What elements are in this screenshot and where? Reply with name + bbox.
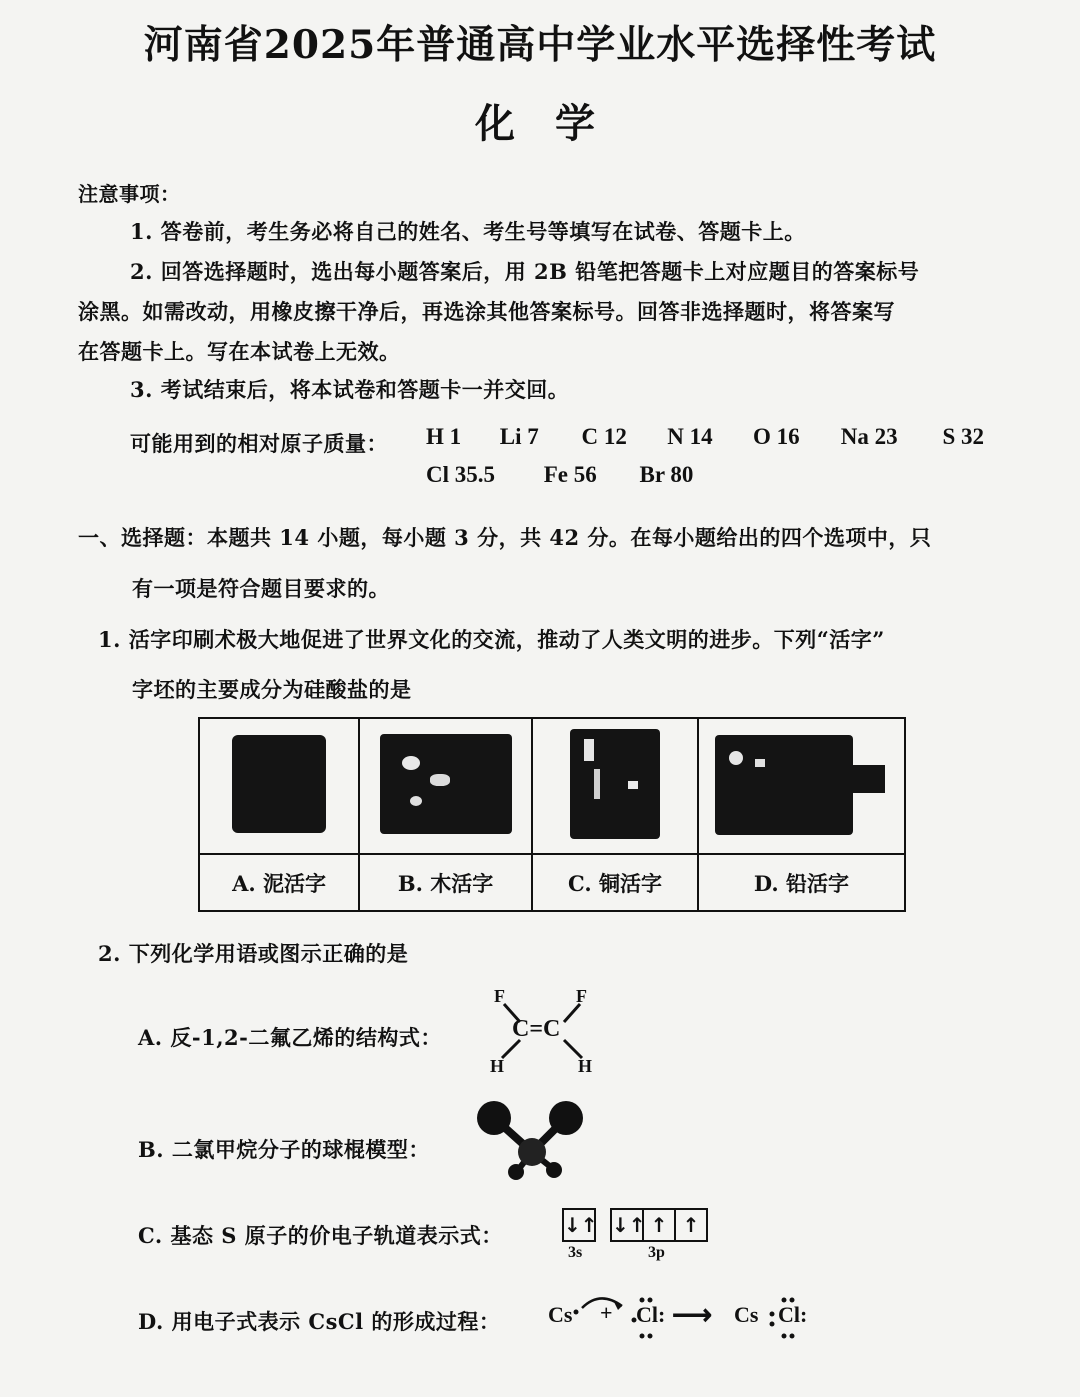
cs-ion-right: Cs — [734, 1302, 759, 1327]
subject-title: 化学 — [475, 100, 635, 147]
orbital-3p-box — [610, 1208, 708, 1242]
option-c-image — [532, 718, 698, 854]
question-2-stem: 2. 下列化学用语或图示正确的是 — [98, 941, 409, 966]
orbital-3p-label: 3p — [648, 1244, 665, 1261]
mass-br: Br 80 — [639, 462, 694, 487]
option-d-label: D. 铅活字 — [698, 854, 905, 911]
atom-f-1: F — [494, 986, 505, 1006]
atom-cc: C=C — [512, 1016, 561, 1042]
question-1-stem: 1. 活字印刷术极大地促进了世界文化的交流，推动了人类文明的进步。下列“活字” — [98, 627, 885, 652]
atomic-mass-label: 可能用到的相对原子质量： — [130, 431, 388, 456]
mass-na: Na 23 — [840, 424, 898, 449]
cs-atom-left: Cs — [548, 1302, 573, 1327]
orbital-3s-box — [562, 1208, 596, 1242]
orbital-3p-1: ↓↑ — [612, 1210, 644, 1240]
exam-title: 河南省2025年普通高中学业水平选择性考试 — [143, 22, 937, 68]
option-a-label: A. 泥活字 — [199, 854, 359, 911]
clay-type-block — [232, 735, 326, 833]
lead-type-block — [715, 729, 887, 839]
cl-ion-right: Cl: — [778, 1302, 808, 1327]
reaction-arrow: ⟶ — [672, 1300, 713, 1331]
question-1-options-table — [198, 717, 906, 912]
section-1-heading: 一、选择题：本题共 14 小题，每小题 3 分，共 42 分。在每小题给出的四个选项中，只 — [78, 525, 932, 550]
cscl-formation-process — [548, 1286, 828, 1346]
mass-cl: Cl 35.5 — [426, 462, 495, 487]
mass-o: O 16 — [753, 424, 800, 449]
atomic-mass-row-2 — [426, 462, 693, 488]
atomic-mass-row-1 — [426, 424, 984, 450]
dichloromethane-ball-stick-model — [470, 1096, 590, 1188]
difluoroethene-structure — [476, 984, 606, 1080]
notice-heading: 注意事项： — [78, 182, 181, 206]
copper-type-block — [570, 729, 660, 839]
section-1-heading-cont: 有一项是符合题目要求的。 — [132, 576, 390, 601]
option-d-image — [698, 718, 905, 854]
question-2-option-d: D. 用电子式表示 CsCl 的形成过程： — [138, 1309, 501, 1334]
option-b-image — [359, 718, 532, 854]
mass-n: N 14 — [667, 424, 713, 449]
option-c-label: C. 铜活字 — [532, 854, 698, 911]
mass-h: H 1 — [426, 424, 462, 449]
notice-item-1: 1. 答卷前，考生务必将自己的姓名、考生号等填写在试卷、答题卡上。 — [130, 219, 806, 244]
question-2-option-c: C. 基态 S 原子的价电子轨道表示式： — [138, 1223, 503, 1248]
option-b-label: B. 木活字 — [359, 854, 532, 911]
orbital-3s-label: 3s — [568, 1244, 583, 1261]
question-1-stem-cont: 字坯的主要成分为硅酸盐的是 — [132, 677, 412, 702]
mass-fe: Fe 56 — [543, 462, 597, 487]
notice-item-2-end: 在答题卡上。写在本试卷上无效。 — [78, 339, 401, 364]
option-a-image — [199, 718, 359, 854]
question-2-option-b: B. 二氯甲烷分子的球棍模型： — [138, 1137, 430, 1162]
orbital-3s-electrons: ↓↑ — [564, 1213, 598, 1237]
mass-c: C 12 — [581, 424, 627, 449]
atom-h-2: H — [578, 1056, 593, 1076]
mass-li: Li 7 — [499, 424, 539, 449]
orbital-3p-2: ↑ — [644, 1210, 676, 1240]
mass-s: S 32 — [942, 424, 985, 449]
notice-item-2-cont: 涂黑。如需改动，用橡皮擦干净后，再选涂其他答案标号。回答非选择题时，将答案写 — [78, 299, 895, 324]
orbital-3p-3: ↑ — [682, 1213, 700, 1237]
plus-sign: + — [600, 1300, 613, 1325]
notice-item-2: 2. 回答选择题时，选出每小题答案后，用 2B 铅笔把答题卡上对应题目的答案标号 — [130, 259, 920, 284]
atom-h-1: H — [490, 1056, 505, 1076]
question-2-option-a: A. 反-1,2-二氟乙烯的结构式： — [138, 1025, 442, 1050]
wood-type-block — [380, 734, 512, 834]
atom-f-2: F — [576, 986, 587, 1006]
notice-item-3: 3. 考试结束后，将本试卷和答题卡一并交回。 — [130, 377, 570, 402]
cl-atom-left: Cl: — [636, 1302, 666, 1327]
